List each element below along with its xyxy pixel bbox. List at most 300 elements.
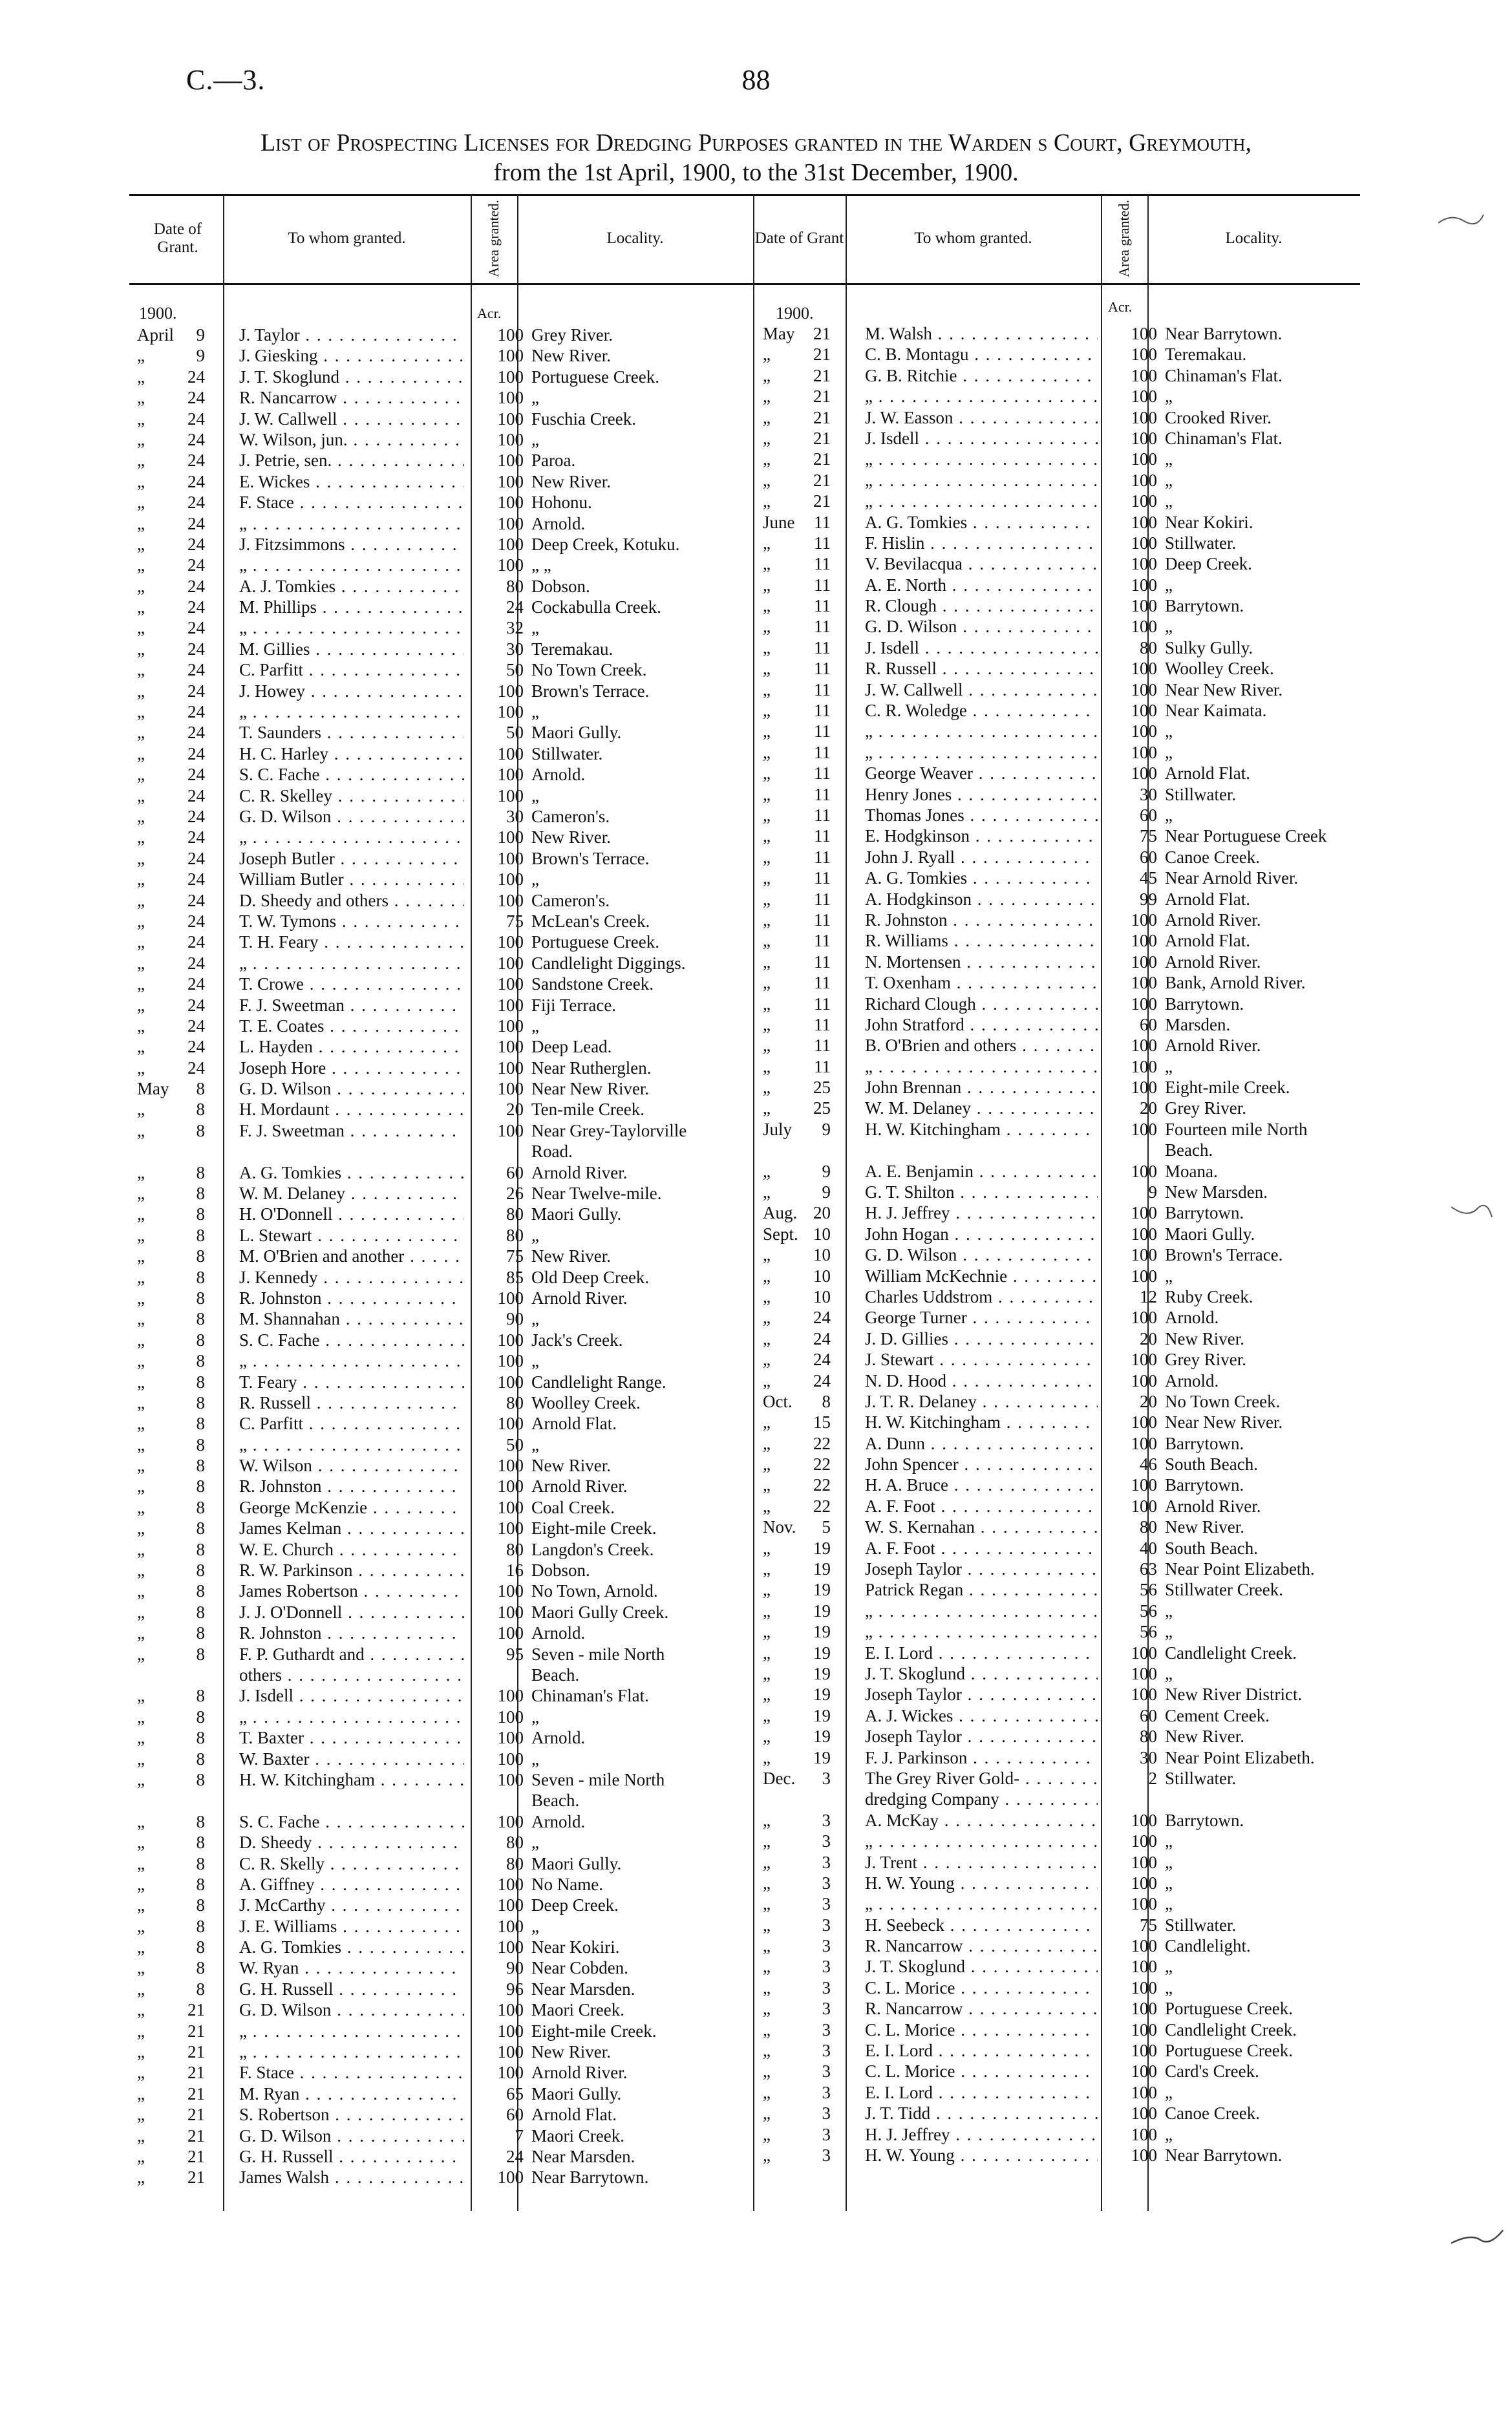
date-month: „ xyxy=(763,491,771,511)
table-row xyxy=(137,2146,752,2167)
date-day: 8 xyxy=(196,1811,205,1831)
date-day: 24 xyxy=(187,827,205,847)
grantee-name-cell: S. C. Fache . . xyxy=(239,764,464,785)
grantee-name-cell: A. G. Tomkies . . xyxy=(865,868,1098,888)
area-cell: 100 xyxy=(497,1372,524,1392)
locality-cell: New River. xyxy=(1165,1328,1244,1348)
locality-cell: Eight-mile Creek. xyxy=(1165,1078,1290,1098)
locality-cell: Candlelight. xyxy=(1165,1936,1251,1956)
area-cell: 7 xyxy=(515,2125,524,2146)
area-cell: 100 xyxy=(497,2042,524,2062)
left-table-body xyxy=(137,325,752,2188)
date-day: 11 xyxy=(814,889,831,909)
area-cell: 100 xyxy=(497,1414,524,1434)
locality-cell: Candlelight Diggings. xyxy=(531,953,686,973)
date-day: 3 xyxy=(822,1999,831,2019)
grantee-name-cell: F. J. Sweetman . . xyxy=(239,995,464,1016)
locality-cell: „ xyxy=(531,618,539,638)
grantee-name-cell: „ . . xyxy=(865,1831,1098,1851)
locality-cell: Crooked River. xyxy=(1165,407,1272,427)
date-day: 8 xyxy=(196,1769,205,1789)
grantee-name-cell: R. Nancarrow . . xyxy=(865,1998,1098,2019)
area-cell: 100 xyxy=(1131,994,1157,1014)
area-cell: 60 xyxy=(1140,1014,1157,1034)
date-month: „ xyxy=(137,1916,145,1936)
date-month: „ xyxy=(763,2145,771,2165)
grantee-name-cell: „ . . xyxy=(239,555,464,575)
grantee-name-cell: R. W. Parkinson . . xyxy=(239,1560,464,1581)
area-cell: 45 xyxy=(1140,868,1157,888)
date-month: „ xyxy=(763,1643,771,1663)
grantee-name-cell: R. Johnston . . xyxy=(865,910,1098,930)
grantee-name-cell: „ . . xyxy=(239,1434,464,1455)
grantee-name-cell: R. Russell . . xyxy=(865,658,1098,679)
area-cell: 100 xyxy=(497,1686,524,1706)
date-day: 21 xyxy=(813,345,831,365)
area-cell: 100 xyxy=(497,429,524,449)
table-row xyxy=(137,1749,752,1769)
grantee-name-cell: D. Sheedy and others . . xyxy=(239,890,464,911)
date-day: 21 xyxy=(187,2146,205,2166)
table-row xyxy=(763,763,1359,783)
grantee-name-cell: Joseph Taylor . . xyxy=(865,1726,1098,1747)
grantee-name-cell: H. Mordaunt . . xyxy=(239,1099,464,1120)
locality-cell: New River. xyxy=(531,346,611,366)
date-day: 24 xyxy=(187,1037,205,1057)
table-row xyxy=(137,1769,752,1790)
date-day: 8 xyxy=(196,1100,205,1120)
grantee-name-cell: F. J. Sweetman . . xyxy=(239,1120,464,1141)
grantee-name-cell: E. Hodgkinson . . xyxy=(865,825,1098,846)
grantee-name-cell: T. W. Tymons . . xyxy=(239,911,464,932)
locality-cell: Near Barrytown. xyxy=(531,2167,649,2188)
grantee-name-cell: M. Gillies . . xyxy=(239,639,464,659)
grantee-name-cell: S. C. Fache . . xyxy=(239,1330,464,1350)
date-month: „ xyxy=(763,952,771,972)
date-month: „ xyxy=(763,1727,771,1747)
locality-cell: „ xyxy=(1165,1873,1173,1893)
grantee-name-cell: W. E. Church . . xyxy=(239,1539,464,1560)
table-row xyxy=(137,995,752,1016)
grantee-name-cell: C. Parfitt . . xyxy=(239,659,464,680)
table-row xyxy=(763,1077,1359,1098)
date-day: 3 xyxy=(822,1873,831,1893)
date-day: 8 xyxy=(196,1267,205,1287)
grantee-name-cell: J. J. O'Donnell . . xyxy=(239,1602,464,1623)
area-cell: 30 xyxy=(506,639,524,659)
locality-cell: Jack's Creek. xyxy=(531,1330,623,1350)
grantee-name-cell: T. Baxter . . xyxy=(239,1727,464,1748)
grantee-name-cell: „ . . xyxy=(865,1056,1098,1077)
area-cell: 100 xyxy=(497,765,524,785)
area-cell: 100 xyxy=(1131,1412,1157,1432)
locality-cell: Sulky Gully. xyxy=(1165,637,1253,657)
date-day: 8 xyxy=(196,1392,205,1412)
grantee-name-cell: „ . . xyxy=(865,742,1098,763)
grantee-name-cell: „ . . xyxy=(239,827,464,847)
date-day: 21 xyxy=(187,2167,205,2188)
table-row xyxy=(763,1579,1359,1600)
table-row xyxy=(137,429,752,450)
date-month: „ xyxy=(763,1999,771,2019)
locality-cell: Arnold Flat. xyxy=(531,2105,617,2125)
area-cell: 100 xyxy=(1131,659,1157,679)
area-cell: 100 xyxy=(497,534,524,554)
table-row xyxy=(763,1433,1359,1454)
date-month: „ xyxy=(137,1833,145,1853)
area-cell: 20 xyxy=(1140,1391,1157,1411)
table-row xyxy=(137,513,752,534)
area-cell: 80 xyxy=(506,1392,524,1412)
area-cell: 100 xyxy=(497,681,524,701)
grantee-name-cell: James Kelman . . xyxy=(239,1518,464,1539)
date-day: 10 xyxy=(813,1286,831,1306)
date-day: 8 xyxy=(196,1518,205,1539)
date-month: „ xyxy=(137,1560,145,1581)
locality-cell: „ xyxy=(531,1707,539,1727)
date-month: „ xyxy=(137,1267,145,1287)
table-row xyxy=(137,1308,752,1329)
grantee-name-cell: J. E. Williams . . xyxy=(239,1916,464,1937)
area-cell: 80 xyxy=(1140,1517,1157,1537)
locality-cell: Portuguese Creek. xyxy=(531,367,659,387)
locality-cell: „ xyxy=(1165,1266,1173,1286)
table-row xyxy=(137,597,752,617)
date-month: „ xyxy=(137,848,145,868)
locality-cell: „ xyxy=(531,785,539,805)
table-row xyxy=(137,1434,752,1455)
date-day: 8 xyxy=(196,1937,205,1957)
grantee-name-cell: „ . . xyxy=(865,386,1098,407)
date-day: 3 xyxy=(822,2145,831,2165)
date-month: „ xyxy=(763,1161,771,1181)
grantee-name-cell: J. Taylor . . xyxy=(239,325,464,345)
grantee-name-cell: R. Johnston . . xyxy=(239,1623,464,1643)
grantee-name-cell: The Grey River Gold- . . xyxy=(865,1768,1098,1789)
area-cell: 24 xyxy=(506,597,524,617)
locality-cell: „ xyxy=(1165,1664,1173,1683)
grantee-name-cell: H. W. Kitchingham . . xyxy=(239,1769,464,1790)
date-day: 11 xyxy=(814,1056,831,1076)
date-month: „ xyxy=(137,1246,145,1266)
area-cell: 100 xyxy=(1131,1894,1157,1914)
grantee-name-cell: Charles Uddstrom . . xyxy=(865,1286,1098,1307)
grantee-name-cell: William Butler . . xyxy=(239,869,464,889)
grantee-name-cell: E. Wickes . . xyxy=(239,471,464,492)
locality-cell: Grey River. xyxy=(1165,1098,1246,1118)
grantee-name-cell: John Stratford . . xyxy=(865,1014,1098,1035)
date-day: 19 xyxy=(813,1685,831,1705)
locality-cell: Near Barrytown. xyxy=(1165,324,1283,343)
date-month: „ xyxy=(137,1937,145,1957)
area-cell: 100 xyxy=(1131,1245,1157,1265)
table-row xyxy=(137,1665,752,1685)
date-month: „ xyxy=(137,1392,145,1412)
date-month: „ xyxy=(137,785,145,805)
locality-cell: Candlelight Creek. xyxy=(1165,2019,1297,2039)
date-month: „ xyxy=(763,533,771,553)
date-month: „ xyxy=(137,1811,145,1831)
table-row xyxy=(763,1307,1359,1328)
area-cell: 100 xyxy=(497,388,524,408)
date-day: 9 xyxy=(822,1182,831,1202)
date-month: „ xyxy=(763,763,771,783)
table-row xyxy=(137,1267,752,1288)
table-row xyxy=(137,1036,752,1057)
area-cell: 100 xyxy=(497,1811,524,1831)
area-cell: 100 xyxy=(1131,2019,1157,2039)
locality-cell: Arnold. xyxy=(531,1811,586,1831)
locality-cell: Maori Gully. xyxy=(531,723,622,743)
date-day: 22 xyxy=(813,1496,831,1516)
locality-cell: „ xyxy=(531,1225,539,1245)
table-row xyxy=(137,1874,752,1895)
area-cell: 80 xyxy=(506,1225,524,1245)
area-cell: 100 xyxy=(1131,1936,1157,1956)
area-cell: 100 xyxy=(1131,679,1157,699)
date-day: 8 xyxy=(196,1330,205,1350)
grantee-name-cell: L. Hayden . . xyxy=(239,1036,464,1057)
date-month: „ xyxy=(763,1036,771,1056)
table-row xyxy=(763,1412,1359,1432)
area-cell: 100 xyxy=(1131,2103,1157,2124)
date-month: „ xyxy=(137,2021,145,2041)
date-month: „ xyxy=(137,1623,145,1643)
grantee-name-cell: G. D. Wilson . . xyxy=(239,1078,464,1099)
area-cell: 100 xyxy=(497,471,524,491)
grantee-name-cell: W. Ryan . . xyxy=(239,1957,464,1978)
area-cell: 100 xyxy=(497,953,524,973)
area-cell: 100 xyxy=(1131,407,1157,427)
table-row xyxy=(763,1915,1359,1935)
locality-cell: Barrytown. xyxy=(1165,596,1244,616)
table-row xyxy=(763,1873,1359,1893)
locality-cell: „ xyxy=(1165,721,1173,741)
locality-cell: Arnold River. xyxy=(1165,910,1261,930)
date-day: 19 xyxy=(813,1559,831,1579)
margin-scribble-mark xyxy=(1448,1199,1493,1225)
locality-cell: Arnold River. xyxy=(531,2063,628,2083)
table-row xyxy=(763,1517,1359,1537)
date-day: 11 xyxy=(814,847,831,867)
grantee-name-cell: S. Robertson . . xyxy=(239,2104,464,2125)
grantee-name-cell: George Weaver . . xyxy=(865,763,1098,783)
grantee-name-cell: W. Wilson, jun. . . xyxy=(239,429,464,450)
date-day: 3 xyxy=(822,1894,831,1914)
grantee-name-cell: H. J. Jeffrey . . xyxy=(865,2124,1098,2145)
area-cell: 100 xyxy=(1131,1433,1157,1453)
locality-cell: New River. xyxy=(531,471,611,491)
table-row xyxy=(137,1225,752,1246)
area-cell: 60 xyxy=(1140,1705,1157,1725)
date-month: „ xyxy=(763,1936,771,1956)
date-day: 11 xyxy=(814,554,831,574)
locality-cell: Near Kaimata. xyxy=(1165,701,1267,721)
area-cell: 24 xyxy=(506,2146,524,2166)
table-row xyxy=(137,869,752,889)
table-row xyxy=(763,1014,1359,1035)
grantee-name-cell: S. C. Fache . . xyxy=(239,1811,464,1832)
locality-cell: New River. xyxy=(1165,1517,1244,1537)
grantee-name-cell: R. Johnston . . xyxy=(239,1476,464,1496)
area-cell: 40 xyxy=(1140,1538,1157,1558)
table-row xyxy=(763,910,1359,930)
table-row xyxy=(137,1539,752,1560)
locality-cell: Near Marsden. xyxy=(531,2146,635,2166)
area-cell: 85 xyxy=(506,1267,524,1287)
date-day: 24 xyxy=(813,1308,831,1328)
area-cell: 75 xyxy=(1140,1915,1157,1935)
date-month: „ xyxy=(763,742,771,762)
grantee-name-cell: „ . . xyxy=(239,953,464,974)
date-day: 8 xyxy=(196,1581,205,1601)
table-row xyxy=(763,1726,1359,1747)
locality-cell: Arnold River. xyxy=(1165,1036,1261,1056)
table-row xyxy=(763,344,1359,365)
grantee-name-cell: J. D. Gillies . . xyxy=(865,1328,1098,1349)
date-day: 24 xyxy=(187,493,205,513)
date-month: „ xyxy=(137,388,145,408)
area-cell: 100 xyxy=(1131,952,1157,972)
date-day: 24 xyxy=(187,806,205,826)
date-month: „ xyxy=(137,555,145,575)
date-month: „ xyxy=(763,2061,771,2082)
date-day: 24 xyxy=(187,534,205,554)
area-cell: 100 xyxy=(497,932,524,952)
table-row xyxy=(137,1895,752,1915)
date-day: 9 xyxy=(196,346,205,366)
grantee-name-cell: N. Mortensen . . xyxy=(865,952,1098,972)
area-cell: 100 xyxy=(497,367,524,387)
date-day: 24 xyxy=(187,974,205,994)
table-row xyxy=(137,681,752,701)
area-cell: 100 xyxy=(1131,1664,1157,1683)
date-month: „ xyxy=(137,1288,145,1308)
locality-cell: „ xyxy=(1165,1622,1173,1642)
area-cell: 100 xyxy=(497,513,524,533)
grantee-name-cell: „ . . xyxy=(239,2021,464,2041)
table-row xyxy=(763,1852,1359,1873)
table-row xyxy=(137,1246,752,1266)
table-row xyxy=(763,1643,1359,1663)
date-month: „ xyxy=(137,1853,145,1873)
locality-cell: Fiji Terrace. xyxy=(531,995,617,1015)
date-day: 21 xyxy=(187,2083,205,2103)
table-row xyxy=(763,1098,1359,1118)
date-month: „ xyxy=(763,805,771,825)
date-day: 11 xyxy=(814,533,831,553)
date-month: „ xyxy=(763,701,771,721)
date-month: „ xyxy=(763,428,771,448)
grantee-name-cell: Joseph Hore . . xyxy=(239,1058,464,1078)
table-row xyxy=(763,700,1359,721)
area-cell: 100 xyxy=(497,555,524,575)
page-number: 88 xyxy=(741,64,771,96)
area-cell: 100 xyxy=(497,1330,524,1350)
grantee-name-cell: A. G. Tomkies . . xyxy=(865,512,1098,533)
date-day: 9 xyxy=(196,325,205,345)
area-cell: 100 xyxy=(1131,1810,1157,1830)
area-cell: 100 xyxy=(497,1120,524,1140)
grantee-name-cell: J. Stewart . . xyxy=(865,1349,1098,1370)
date-month: „ xyxy=(763,721,771,741)
table-row xyxy=(137,890,752,911)
table-row xyxy=(137,953,752,974)
grantee-name-cell: V. Bevilacqua . . xyxy=(865,553,1098,574)
date-day: 21 xyxy=(187,2063,205,2083)
table-row xyxy=(137,1350,752,1371)
area-cell: 80 xyxy=(506,1853,524,1873)
date-day: 24 xyxy=(187,702,205,722)
date-month: „ xyxy=(763,1915,771,1935)
area-cell: 100 xyxy=(1131,1078,1157,1098)
locality-cell: Barrytown. xyxy=(1165,1475,1244,1495)
table-row xyxy=(137,1392,752,1413)
table-row xyxy=(763,1538,1359,1559)
grantee-name-cell: J. Trent . . xyxy=(865,1852,1098,1873)
table-row xyxy=(137,1853,752,1874)
date-day: 21 xyxy=(813,449,831,469)
date-month: „ xyxy=(137,1456,145,1476)
date-day: 25 xyxy=(813,1098,831,1118)
date-day: 8 xyxy=(196,1916,205,1936)
grantee-name-cell: C. Parfitt . . xyxy=(239,1413,464,1434)
area-cell: 100 xyxy=(1131,596,1157,616)
table-row xyxy=(763,1747,1359,1768)
grantee-name-cell: R. Williams . . xyxy=(865,930,1098,951)
date-day: 21 xyxy=(813,470,831,490)
date-month: „ xyxy=(763,659,771,679)
date-month: „ xyxy=(763,1014,771,1034)
area-cell: 50 xyxy=(506,723,524,743)
area-cell: 100 xyxy=(497,1895,524,1915)
locality-cell: „ xyxy=(531,1749,539,1769)
year-label-right: 1900. xyxy=(776,304,814,323)
grantee-name-cell: J. T. Tidd . . xyxy=(865,2103,1098,2124)
date-month: „ xyxy=(137,765,145,785)
date-month: „ xyxy=(137,1728,145,1748)
table-row xyxy=(137,1999,752,2020)
date-month: „ xyxy=(763,1098,771,1118)
date-day: 24 xyxy=(187,639,205,659)
header-name-left: To whom granted. xyxy=(288,229,406,247)
date-day: 11 xyxy=(814,952,831,972)
area-cell: 100 xyxy=(1131,324,1157,343)
locality-cell: Arnold Flat. xyxy=(1165,931,1250,951)
table-row xyxy=(763,1224,1359,1244)
locality-cell: Arnold River. xyxy=(1165,952,1261,972)
date-day: 8 xyxy=(196,1120,205,1140)
date-month: „ xyxy=(763,1412,771,1432)
area-cell: 100 xyxy=(497,1518,524,1539)
table-row xyxy=(763,847,1359,868)
header-area-left: Area granted. xyxy=(485,200,502,277)
margin-scribble-mark xyxy=(1448,2224,1506,2250)
grantee-name-cell: C. R. Woledge . . xyxy=(865,700,1098,721)
date-day: 24 xyxy=(187,555,205,575)
date-month: „ xyxy=(137,1184,145,1204)
date-month: „ xyxy=(763,1705,771,1725)
date-day: 11 xyxy=(814,1036,831,1056)
grantee-name-cell: C. R. Skelly . . xyxy=(239,1853,464,1874)
date-day: 21 xyxy=(813,491,831,511)
area-cell: 56 xyxy=(1140,1580,1157,1600)
locality-cell: No Town Creek. xyxy=(1165,1391,1281,1411)
area-cell: 100 xyxy=(1131,533,1157,553)
grantee-name-cell: R. Clough . . xyxy=(865,595,1098,616)
locality-cell: Stillwater. xyxy=(1165,533,1237,553)
date-day: 9 xyxy=(822,1119,831,1139)
